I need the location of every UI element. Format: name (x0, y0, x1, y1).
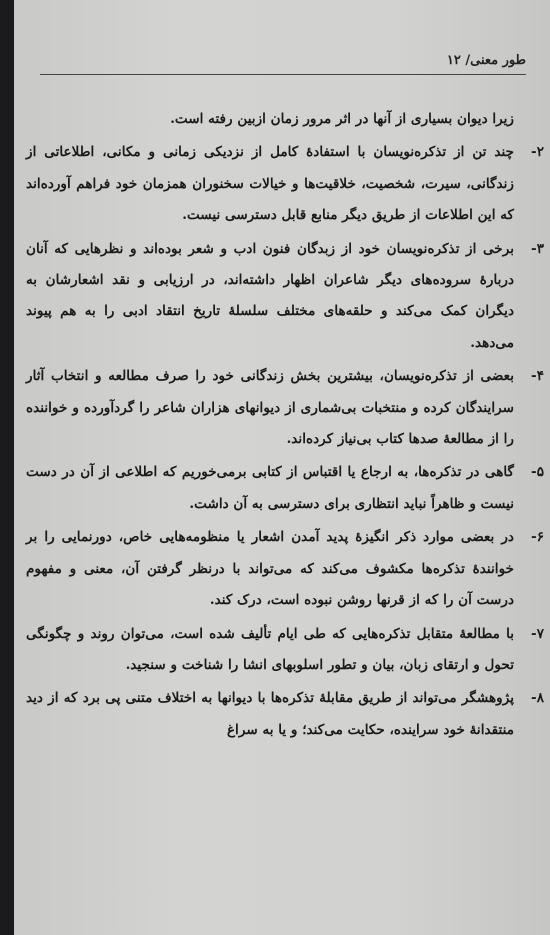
item-text: گاهی در تذکره‌ها، به ارجاع یا اقتباس از کتابی برمی‌خوریم که اطلاعی از آن در دست نیست و ظاهراً نباید انتظاری برای دسترسی به آن داشت. (26, 464, 514, 512)
item-number: ۲- (531, 144, 544, 161)
list-item (26, 137, 544, 231)
list-item (26, 457, 544, 520)
running-header: طور معنی/ ۱۲ (40, 53, 526, 75)
item-number: ۴- (531, 368, 544, 385)
page-body (26, 104, 544, 746)
item-text: برخی از تذکره‌نویسان خود از زبدگان فنون ادب و شعر بوده‌اند و نظرهایی که آنان دربارهٔ سروده‌های دیگر شاعران اظهار داشته‌اند، در ارزیابی و نقد اشعارشان به دیگران کمک می‌کند و حلقه‌های مختلف سلسلهٔ تاریخ انتقاد ادبی را به هم پیوند می‌دهد. (26, 240, 514, 351)
item-text: با مطالعهٔ متقابل تذکره‌هایی که طی ایام تألیف شده است، می‌توان روند و چگونگی تحول و ارتقای زبان، بیان و تطور اسلوبهای انشا را شناخت و سنجید. (26, 625, 514, 673)
item-text: چند تن از تذکره‌نویسان با استفادهٔ کامل از نزدیکی زمانی و مکانی، اطلاعاتی از زندگانی، سیرت، شخصیت، خلاقیت‌ها و خیالات سخنوران همزمان خود فراهم آورده‌اند که این اطلاعات از طریق دیگر منابع قابل دسترسی نیست. (26, 144, 514, 224)
item-number: ۸- (531, 690, 544, 707)
item-number: ۳- (531, 240, 544, 257)
list-item (26, 683, 544, 746)
list-item (26, 234, 544, 360)
list-item (26, 522, 544, 616)
book-page (14, 0, 550, 935)
item-number: ۵- (531, 464, 544, 481)
item-text: بعضی از تذکره‌نویسان، بیشترین بخش زندگانی خود را صرف مطالعه و انتخاب آثار سرایندگان کرده و منتخبات بی‌شماری از دیوانهای هزاران شاعر را گردآورده و خواننده را از مطالعهٔ صدها کتاب بی‌نیاز کرده‌اند. (26, 368, 514, 448)
item-number: ۶- (531, 529, 544, 546)
item-text: پژوهشگر می‌تواند از طریق مقابلهٔ تذکره‌ها با دیوانها به اختلاف متنی پی برد که از دید منتقدانهٔ خود سراینده، حکایت می‌کند؛ و یا به سراغ (26, 690, 514, 738)
list-item (26, 361, 544, 455)
intro-paragraph: زیرا دیوان بسیاری از آنها در اثر مرور زمان ازبین رفته است. (170, 111, 514, 127)
item-text: در بعضی موارد ذکر انگیزهٔ پدید آمدن اشعار یا منظومه‌هایی خاص، دورنمایی را بر خوانندهٔ تذکره‌ها مکشوف می‌کند که می‌تواند با درنظر گرفتن آن، معنی و مفهوم درست آن را که از قرنها روشن نبوده است، درک کند. (26, 529, 514, 609)
item-number: ۷- (531, 625, 544, 642)
list-item (26, 619, 544, 682)
